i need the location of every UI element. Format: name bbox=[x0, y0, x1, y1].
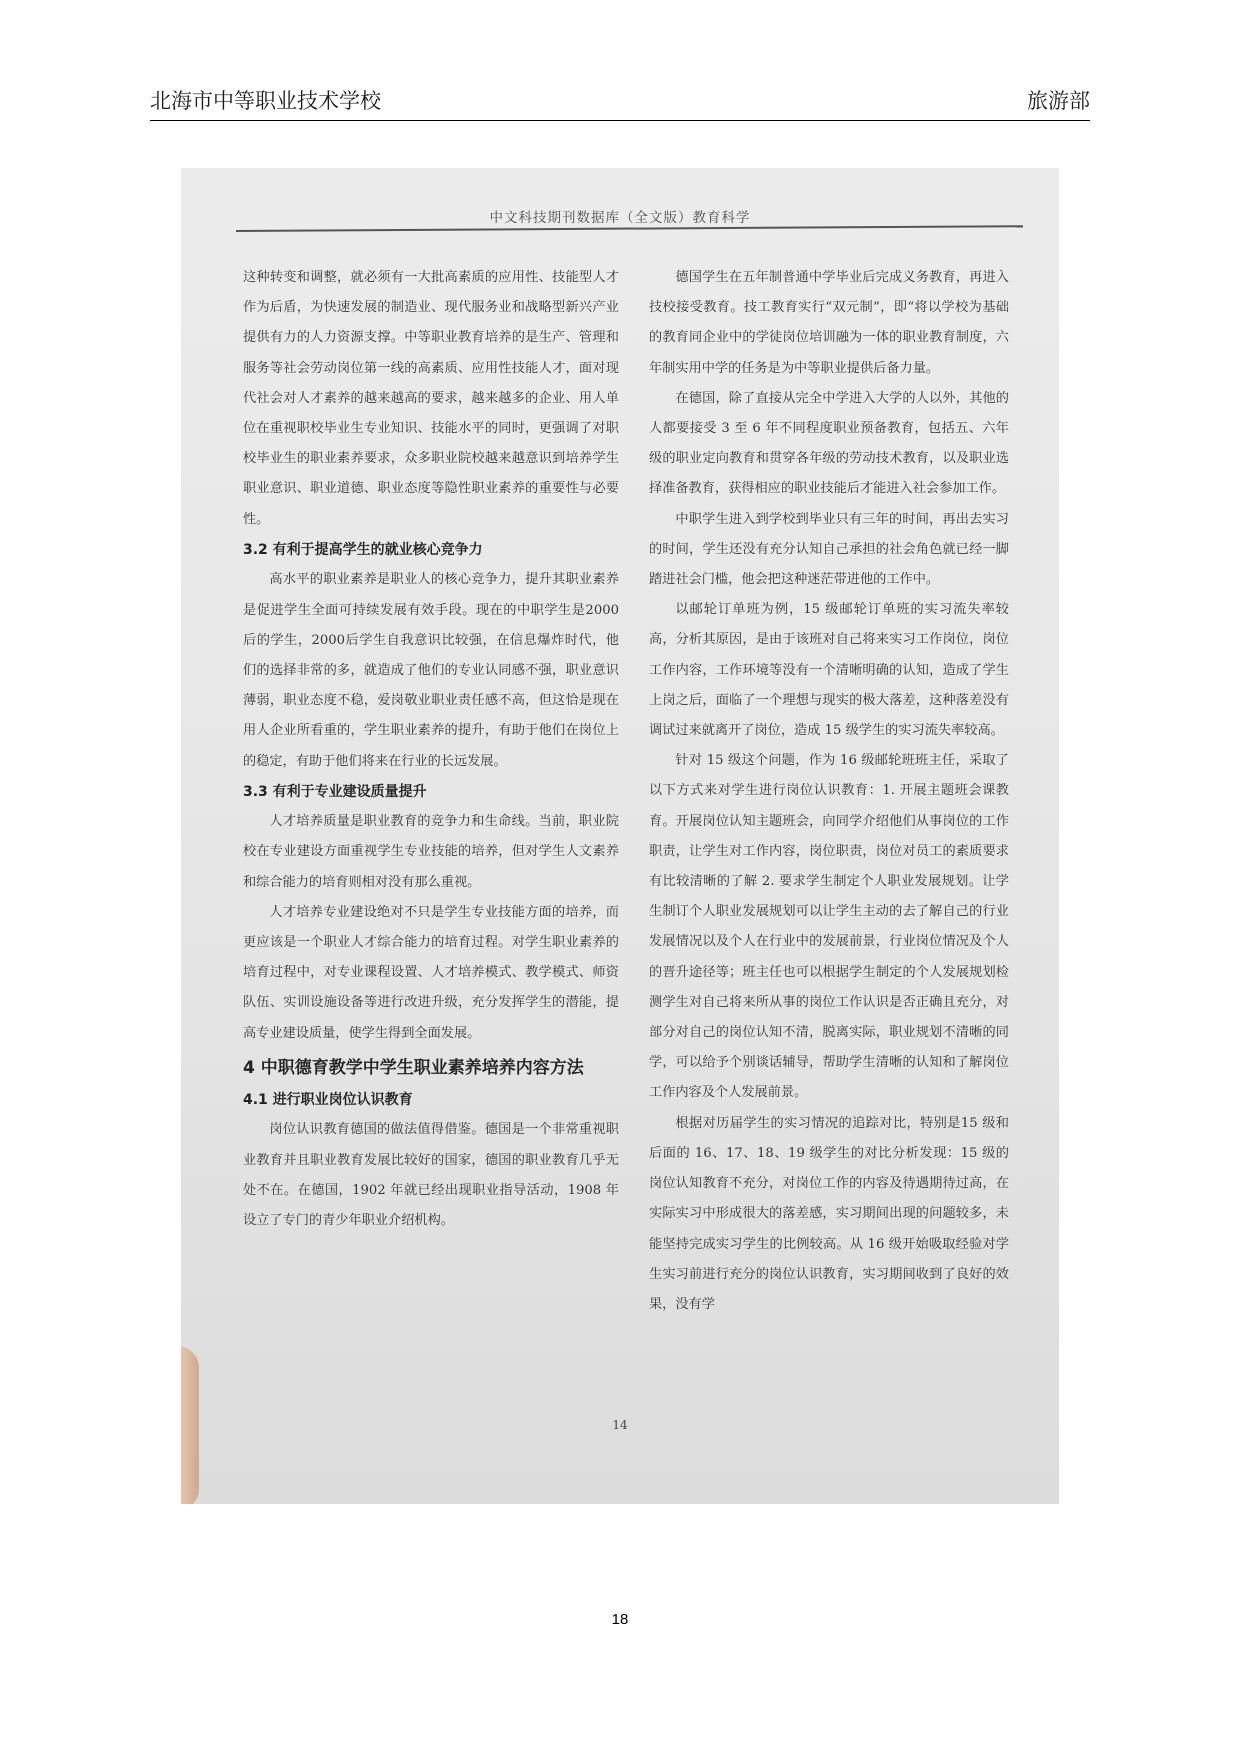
journal-page-number: 14 bbox=[612, 1418, 628, 1432]
section-heading-3-3: 3.3 有利于专业建设质量提升 bbox=[243, 783, 427, 800]
section-heading-4-1: 4.1 进行职业岗位认识教育 bbox=[243, 1091, 413, 1108]
paragraph: 岗位认识教育德国的做法值得借鉴。德国是一个非常重视职业教育并且职业教育发展比较好的国家，德国的职业教育几乎无处不在。在德国，1902 年就已经出现职业指导活动，1908 年设立了专门的青少年职业介绍机构。 bbox=[243, 1122, 619, 1228]
paragraph: 在德国，除了直接从完全中学进入大学的人以外，其他的人都要接受 3 至 6 年不同程度职业预备教育，包括五、六年级的职业定向教育和贯穿各年级的劳动技术教育，以及职业选择准备教育，获得相应的职业技能后才能进入社会参加工作。 bbox=[649, 390, 1009, 497]
section-heading-4: 4 中职德育教学中学生职业素养培养内容方法 bbox=[243, 1057, 584, 1078]
school-name: 北海市中等职业技术学校 bbox=[150, 89, 381, 113]
paragraph: 德国学生在五年制普通中学毕业后完成义务教育，再进入技校接受教育。技工教育实行“双元制”，即“将以学校为基础的教育同企业中的学徒岗位培训融为一体的职业教育制度，六年制实用中学的任务是为中等职业提供后备力量。 bbox=[649, 270, 1009, 376]
section-heading-3-2: 3.2 有利于提高学生的就业核心竞争力 bbox=[243, 541, 483, 558]
department-name: 旅游部 bbox=[1027, 89, 1090, 113]
paragraph: 根据对历届学生的实习情况的追踪对比，特别是15 级和后面的 16、17、18、19 级学生的对比分析发现：15 级的岗位认知教育不充分，对岗位工作的内容及待遇期待过高，在实际实习中形成很大的落差感，实习期间出现的问题较多，未能坚持完成实习学生的比例较高。从 16 级开始吸取经验对学生实习前进行充分的岗位认识教育，实习期间收到了良好的效果，没有学 bbox=[649, 1115, 1009, 1312]
paragraph: 以邮轮订单班为例，15 级邮轮订单班的实习流失率较高，分析其原因，是由于该班对自己将来实习工作岗位，岗位工作内容，工作环境等没有一个清晰明确的认知，造成了学生上岗之后，面临了一个理想与现实的极大落差，这种落差没有调试过来就离开了岗位，造成 15 级学生的实习流失率较高。 bbox=[649, 602, 1009, 739]
paragraph: 这种转变和调整，就必须有一大批高素质的应用性、技能型人才作为后盾，为快速发展的制造业、现代服务业和战略型新兴产业提供有力的人力资源支撑。中等职业教育培养的是生产、管理和服务等社会劳动岗位第一线的高素质、应用性技能人才，面对现代社会对人才素养的越来越高的要求，越来越多的企业、用人单位在重视职校毕业生专业知识、技能水平的同时，更强调了对职校毕业生的职业素养要求，众多职业院校越来越意识到培养学生职业意识、职业道德、职业态度等隐性职业素养的重要性与必要性。 bbox=[243, 270, 619, 527]
left-column bbox=[243, 263, 619, 1236]
paragraph: 高水平的职业素养是职业人的核心竞争力，提升其职业素养是促进学生全面可持续发展有效手段。现在的中职学生是2000后的学生，2000后学生自我意识比较强，在信息爆炸时代，他们的选择非常的多，就造成了他们的专业认同感不强，职业意识薄弱，职业态度不稳，爱岗敬业职业责任感不高，但这恰是现在用人企业所看重的，学生职业素养的提升，有助于他们在岗位上的稳定，有助于他们将来在行业的长远发展。 bbox=[243, 572, 619, 769]
scanned-page-photo bbox=[181, 168, 1059, 1504]
document-header bbox=[150, 86, 1090, 121]
journal-title: 中文科技期刊数据库（全文版）教育科学 bbox=[489, 210, 751, 226]
paragraph: 针对 15 级这个问题，作为 16 级邮轮班班主任，采取了以下方式来对学生进行岗位认识教育：1. 开展主题班会课教育。开展岗位认知主题班会，向同学介绍他们从事岗位的工作职责，让学生对工作内容，岗位职责，岗位对员工的素质要求有比较清晰的了解 2. 要求学生制定个人职业发展规划。让学生制订个人职业发展规划可以让学生主动的去了解自己的行业发展情况以及个人在行业中的发展前景，行业岗位情况及个人的晋升途径等；班主任也可以根据学生制定的个人发展规划检测学生对自己将来所从事的岗位工作认识是否正确且充分，对部分对自己的岗位认知不清，脱离实际，职业规划不清晰的同学，可以给予个别谈话辅导，帮助学生清晰的认知和了解岗位工作内容及个人发展前景。 bbox=[649, 753, 1009, 1101]
journal-header-rule bbox=[236, 225, 1023, 232]
paragraph: 人才培养质量是职业教育的竞争力和生命线。当前，职业院校在专业建设方面重视学生专业技能的培养，但对学生人文素养和综合能力的培育则相对没有那么重视。 bbox=[243, 814, 619, 890]
page-number: 18 bbox=[611, 1611, 629, 1628]
right-column bbox=[649, 263, 1009, 1320]
paragraph: 人才培养专业建设绝对不只是学生专业技能方面的培养，而更应该是一个职业人才综合能力的培育过程。对学生职业素养的培育过程中，对专业课程设置、人才培养模式、教学模式、师资队伍、实训设施设备等进行改进升级，充分发挥学生的潜能，提高专业建设质量，使学生得到全面发展。 bbox=[243, 904, 619, 1041]
paragraph: 中职学生进入到学校到毕业只有三年的时间，再出去实习的时间，学生还没有充分认知自己承担的社会角色就已经一脚踏进社会门槛，他会把这种迷茫带进他的工作中。 bbox=[649, 511, 1009, 588]
